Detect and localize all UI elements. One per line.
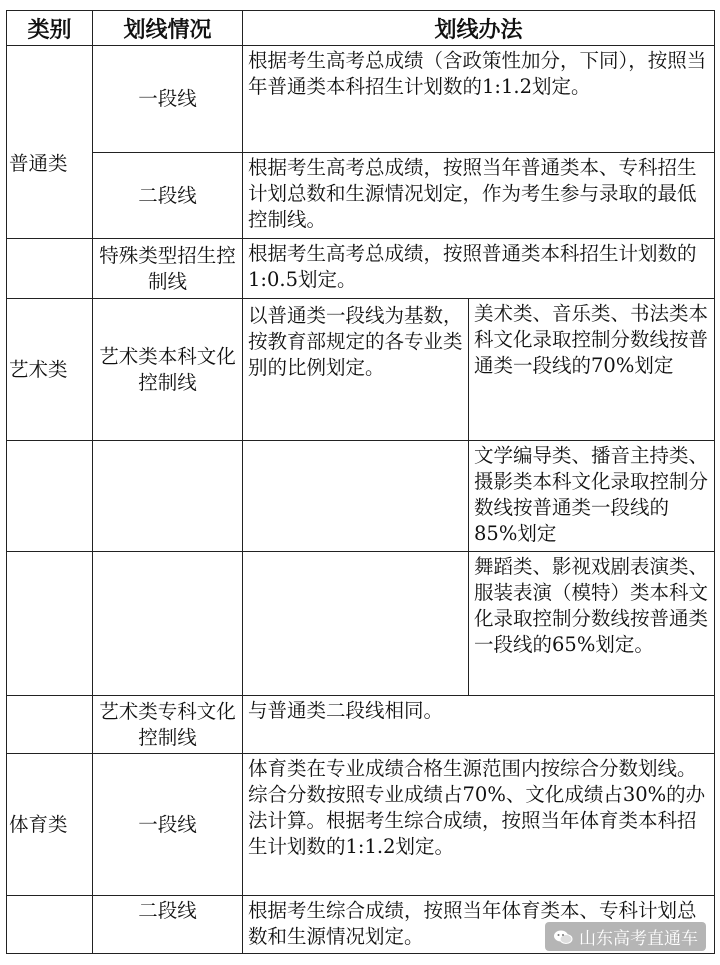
table-row	[7, 239, 715, 299]
empty-cell	[7, 696, 93, 754]
method-sports-first: 体育类在专业成绩合格生源范围内按综合分数划线。综合分数按照专业成绩占70%、文化成绩占30%的办法计算。根据考生综合成绩，按照当年体育类本科招生计划数的1:1.2划定。	[243, 754, 715, 896]
table-row	[7, 153, 715, 239]
empty-cell	[93, 441, 243, 552]
line-general-first: 一段线	[93, 46, 243, 153]
empty-cell	[243, 441, 469, 552]
method-general-first: 根据考生高考总成绩（含政策性加分，下同），按照当年普通类本科招生计划数的1:1.2划定。	[243, 46, 715, 153]
table-row	[7, 441, 715, 552]
line-sports-first: 一段线	[93, 754, 243, 896]
empty-cell	[7, 896, 93, 954]
method-sports-second: 根据考生综合成绩，按照当年体育类本、专科计划总数和生源情况划定。	[243, 896, 715, 954]
category-sports: 体育类	[7, 754, 93, 896]
line-art-college: 艺术类专科文化控制线	[93, 696, 243, 754]
category-art: 艺术类	[7, 299, 93, 441]
empty-cell	[7, 441, 93, 552]
table-row	[7, 299, 715, 441]
score-line-table	[6, 10, 715, 954]
table-row	[7, 552, 715, 696]
method-general-special: 根据考生高考总成绩，按照普通类本科招生计划数的1:0.5划定。	[243, 239, 715, 299]
method-art-college: 与普通类二段线相同。	[243, 696, 715, 754]
header-category: 类别	[7, 11, 93, 46]
category-general: 普通类	[7, 46, 93, 239]
method-art-sub3: 舞蹈类、影视戏剧表演类、服装表演（模特）类本科文化录取控制分数线按普通类一段线的65%划定。	[469, 552, 715, 696]
watermark-text: 山东高考直通车	[579, 929, 698, 949]
watermark-badge	[545, 922, 706, 951]
line-general-second: 二段线	[93, 153, 243, 239]
empty-cell	[93, 552, 243, 696]
table-row	[7, 696, 715, 754]
line-general-special: 特殊类型招生控制线	[93, 239, 243, 299]
wechat-icon	[553, 929, 573, 945]
method-general-second: 根据考生高考总成绩，按照当年普通类本、专科招生计划总数和生源情况划定，作为考生参与录取的最低控制线。	[243, 153, 715, 239]
line-art-bachelor: 艺术类本科文化控制线	[93, 299, 243, 441]
table-header-row	[7, 11, 715, 46]
empty-cell	[243, 552, 469, 696]
header-method: 划线办法	[243, 11, 715, 46]
method-art-bachelor: 以普通类一段线为基数，按教育部规定的各专业类别的比例划定。	[243, 299, 469, 441]
header-line: 划线情况	[93, 11, 243, 46]
table-row	[7, 754, 715, 896]
line-sports-second: 二段线	[93, 896, 243, 954]
category-empty	[7, 239, 93, 299]
method-art-sub1: 美术类、音乐类、书法类本科文化录取控制分数线按普通类一段线的70%划定	[469, 299, 715, 441]
table-row	[7, 46, 715, 153]
empty-cell	[7, 552, 93, 696]
method-art-sub2: 文学编导类、播音主持类、摄影类本科文化录取控制分数线按普通类一段线的85%划定	[469, 441, 715, 552]
clipped-heading-fragment	[0, 0, 10, 6]
